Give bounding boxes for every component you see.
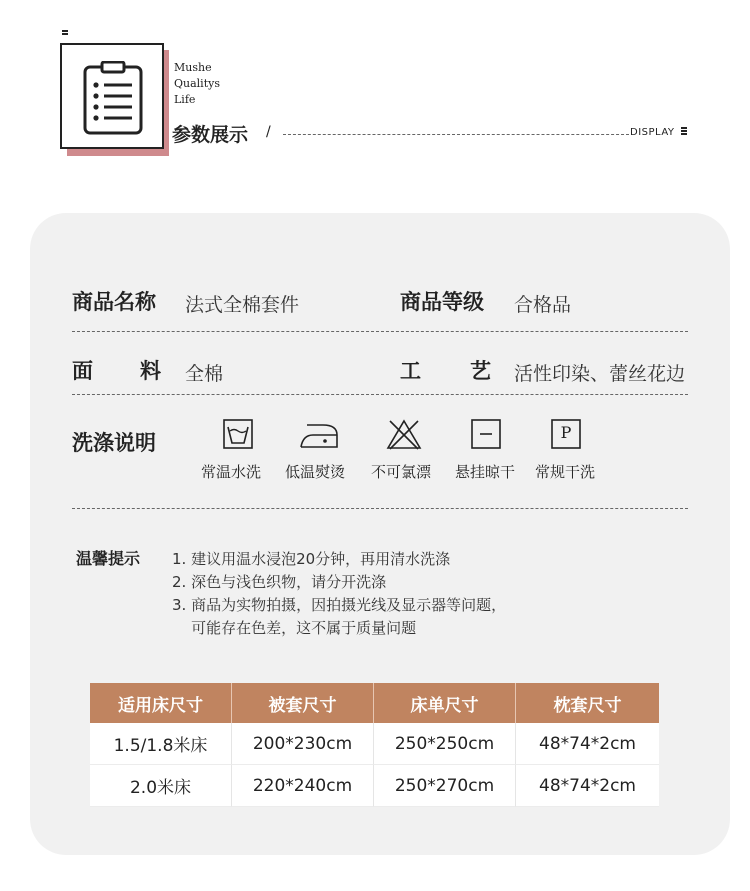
warm-water-wash-icon xyxy=(218,417,258,451)
section-title: 参数展示 xyxy=(172,124,249,146)
divider xyxy=(72,331,688,332)
low-temp-iron-icon xyxy=(299,417,339,451)
brand-line: Qualitys xyxy=(174,77,220,90)
table-header-cell: 适用床尺寸 xyxy=(90,683,232,723)
tip-line: 1. 建议用温水浸泡20分钟，再用清水洗涤 xyxy=(172,550,451,568)
brand-line: Life xyxy=(174,93,196,106)
display-bars-icon xyxy=(681,127,687,135)
table-cell: 200*230cm xyxy=(232,723,374,765)
product-name-label: 商品名称 xyxy=(72,290,156,314)
product-grade-label: 商品等级 xyxy=(400,290,484,314)
header-icon-box xyxy=(60,43,164,149)
tip-line: 2. 深色与浅色织物，请分开洗涤 xyxy=(172,573,387,591)
brand-line: Mushe xyxy=(174,61,212,74)
wash-item-label: 悬挂晾干 xyxy=(455,463,516,481)
table-cell: 250*270cm xyxy=(374,765,516,807)
material-value: 全棉 xyxy=(185,363,224,385)
tips-title: 温馨提示 xyxy=(76,549,141,568)
table-row xyxy=(90,723,659,765)
wash-item-label: 低温熨烫 xyxy=(285,463,346,481)
table-cell: 250*250cm xyxy=(374,723,516,765)
title-slash: / xyxy=(266,124,271,140)
tip-line: 3. 商品为实物拍摄，因拍摄光线及显示器等问题， xyxy=(172,596,507,614)
brand-text xyxy=(174,60,220,108)
product-grade-value: 合格品 xyxy=(514,294,572,316)
material-label-part: 料 xyxy=(140,359,161,383)
display-label: DISPLAY xyxy=(630,127,675,138)
tip-line: 可能存在色差，这不属于质量问题 xyxy=(172,619,417,637)
header-dotted-line xyxy=(283,134,629,135)
table-header-cell: 被套尺寸 xyxy=(232,683,374,723)
hang-dry-icon xyxy=(466,417,506,451)
size-table xyxy=(90,683,659,807)
wash-item-label: 常规干洗 xyxy=(535,463,596,481)
header-small-bars xyxy=(62,30,68,35)
craft-label-part: 工 xyxy=(400,359,421,383)
divider xyxy=(72,508,688,509)
craft-label-part: 艺 xyxy=(470,359,491,383)
washing-label: 洗涤说明 xyxy=(72,431,156,455)
table-cell: 2.0米床 xyxy=(90,765,232,807)
table-header-cell: 床单尺寸 xyxy=(374,683,516,723)
wash-item-label: 不可氯漂 xyxy=(371,463,432,481)
product-name-value: 法式全棉套件 xyxy=(185,294,300,316)
dry-clean-icon xyxy=(546,417,586,451)
craft-value: 活性印染、蕾丝花边 xyxy=(514,363,686,385)
table-cell: 220*240cm xyxy=(232,765,374,807)
material-label-part: 面 xyxy=(72,359,93,383)
table-row xyxy=(90,765,659,807)
no-bleach-icon xyxy=(384,417,424,451)
table-header-cell: 枕套尺寸 xyxy=(516,683,659,723)
clipboard-icon xyxy=(82,61,144,135)
table-cell: 48*74*2cm xyxy=(516,723,659,765)
dry-clean-letter: P xyxy=(560,423,572,442)
table-cell: 48*74*2cm xyxy=(516,765,659,807)
wash-item-label: 常温水洗 xyxy=(201,463,262,481)
table-cell: 1.5/1.8米床 xyxy=(90,723,232,765)
table-header-row xyxy=(90,683,659,723)
divider xyxy=(72,394,688,395)
